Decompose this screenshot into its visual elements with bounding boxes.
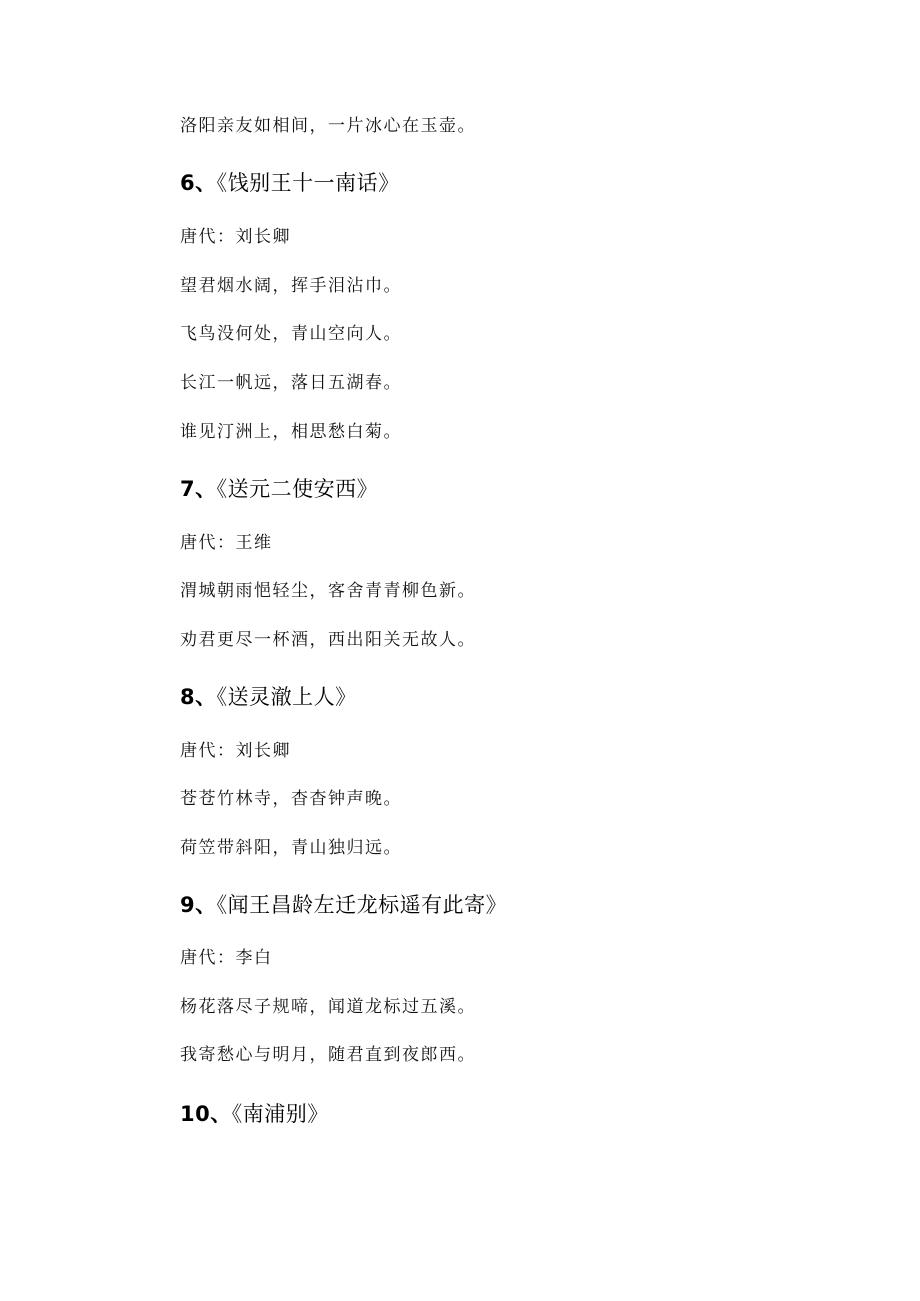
poem-line: 劝君更尽一杯酒，西出阳关无故人。 <box>180 630 476 650</box>
poem-number: 10、 <box>180 1102 232 1126</box>
poem-line: 苍苍竹林寺，杳杳钟声晚。 <box>180 789 402 809</box>
poem-line: 谁见汀洲上，相思愁白菊。 <box>180 422 402 442</box>
poem-number: 6、 <box>180 171 217 195</box>
poem-title: 《闻王昌龄左迁龙标遥有此寄》 <box>216 893 508 917</box>
poem-title: 《饯别王十一南话》 <box>216 171 400 195</box>
poem-line: 飞鸟没何处，青山空向人。 <box>180 324 402 344</box>
poem-author: 唐代：刘长卿 <box>180 227 291 247</box>
poem-line: 长江一帆远，落日五湖春。 <box>180 373 402 393</box>
poem-number: 8、 <box>180 685 217 709</box>
poem-line: 荷笠带斜阳，青山独归远。 <box>180 838 402 858</box>
poem-author: 唐代：李白 <box>180 948 273 968</box>
poem-line: 杨花落尽子规啼，闻道龙标过五溪。 <box>180 997 476 1017</box>
poem-heading-6 <box>180 170 400 196</box>
poem-title: 《南浦别》 <box>231 1102 329 1126</box>
poem-heading-9 <box>180 892 507 918</box>
poem-line: 我寄愁心与明月，随君直到夜郎西。 <box>180 1045 476 1065</box>
poem-title: 《送灵澈上人》 <box>216 685 357 709</box>
poem-line: 洛阳亲友如相间，一片冰心在玉壶。 <box>180 116 476 136</box>
poem-number: 7、 <box>180 477 217 501</box>
poem-heading-8 <box>180 684 357 710</box>
poem-author: 唐代：刘长卿 <box>180 741 291 761</box>
poem-number: 9、 <box>180 893 217 917</box>
poem-heading-10 <box>180 1101 329 1127</box>
poem-line: 渭城朝雨悒轻尘，客舍青青柳色新。 <box>180 581 476 601</box>
poem-title: 《送元二使安西》 <box>216 477 379 501</box>
poem-heading-7 <box>180 476 378 502</box>
poem-author: 唐代：王维 <box>180 533 273 553</box>
poem-line: 望君烟水阔，挥手泪沾巾。 <box>180 276 402 296</box>
